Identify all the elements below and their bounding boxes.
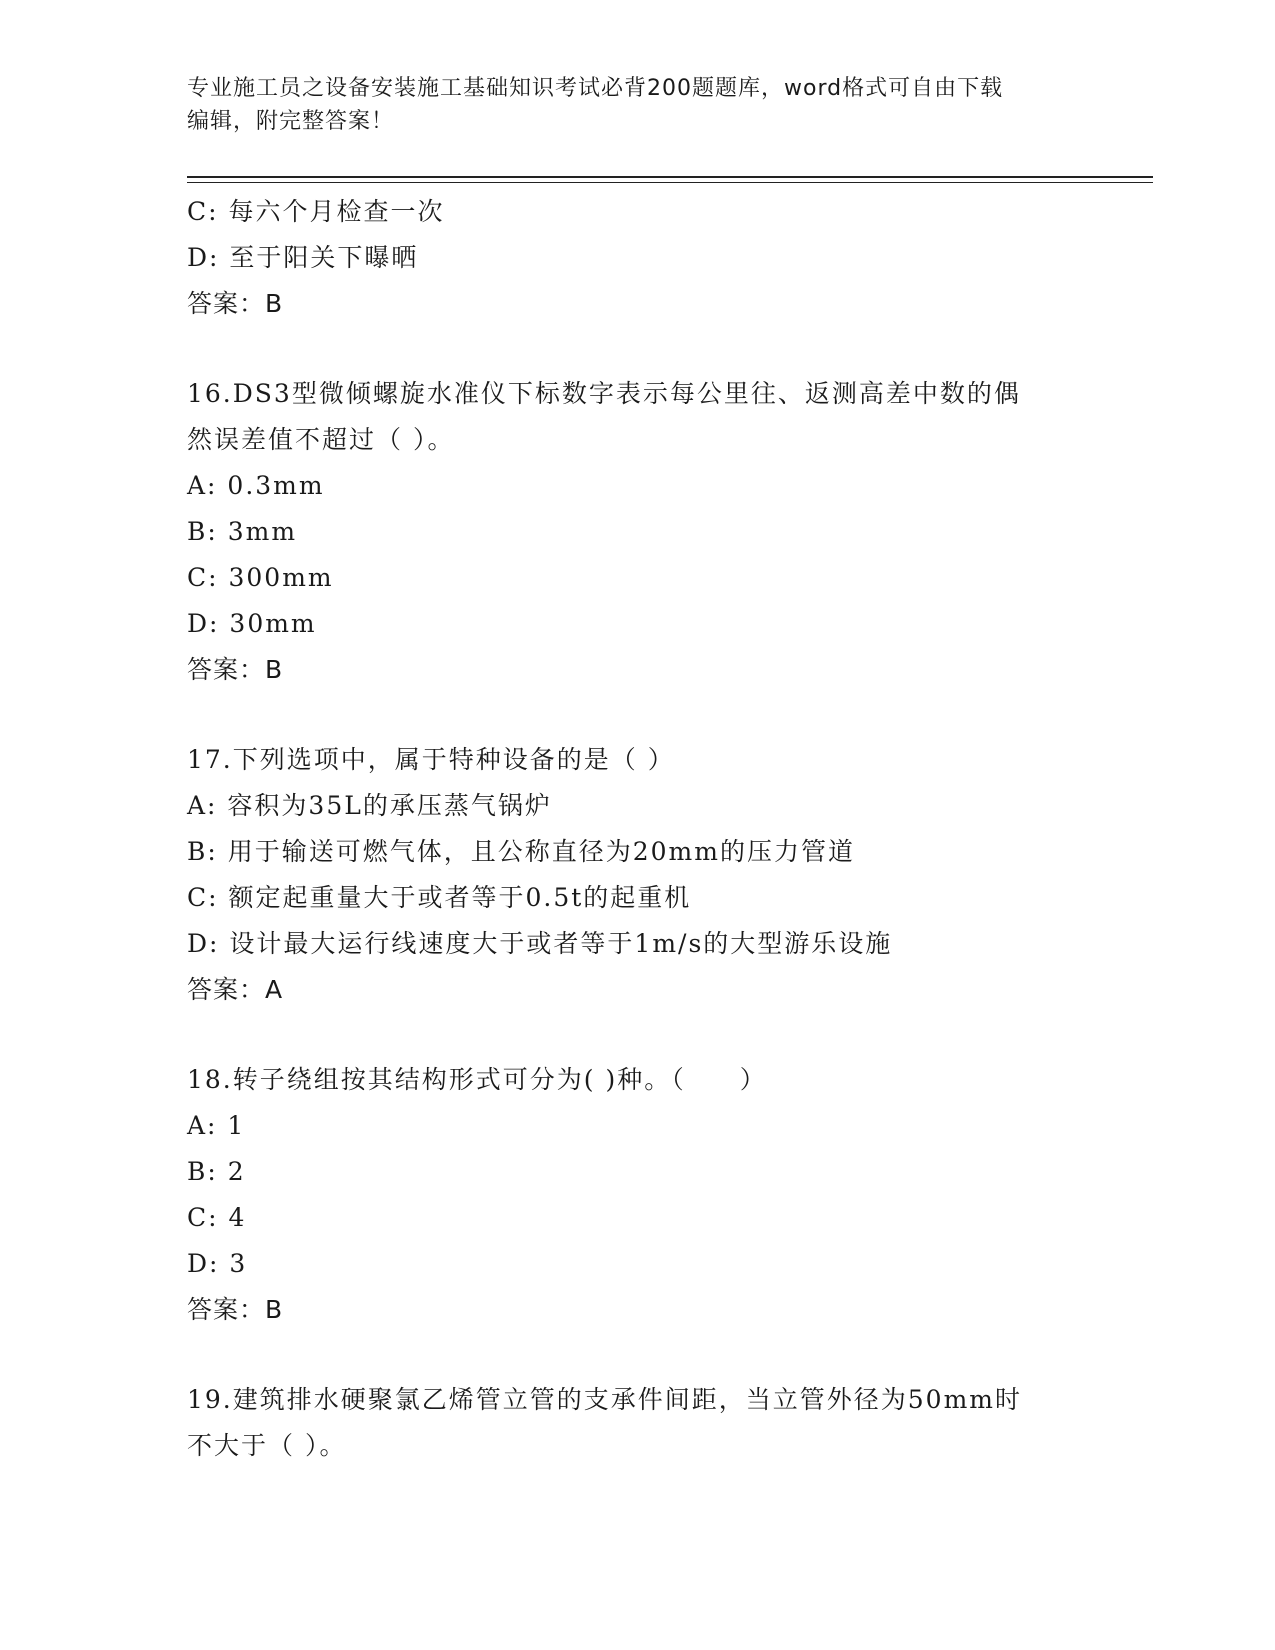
header-line-1: 专业施工员之设备安装施工基础知识考试必背200题题库，word格式可自由下载 [187,76,1004,101]
spacer [187,1013,1087,1057]
header-divider-thick [187,176,1153,178]
option-a: A: 0.3mm [187,471,325,500]
spacer [187,1333,1087,1377]
option-d: D: 至于阳关下曝晒 [187,243,419,272]
question-stem-continued: 然误差值不超过（ ）。 [187,425,455,454]
option-b: B: 3mm [187,517,298,546]
answer-line: 答案：B [187,655,284,684]
spacer [187,327,1087,371]
option-c: C: 每六个月检查一次 [187,197,445,226]
question-19 [187,1377,1087,1469]
header-line-2: 编辑，附完整答案！ [187,109,395,134]
question-stem-continued: 不大于（ ）。 [187,1431,347,1460]
spacer [187,693,1087,737]
document-header [187,72,1067,138]
option-d: D: 30mm [187,609,317,638]
option-c: C: 300mm [187,563,334,592]
option-b: B: 用于输送可燃气体，且公称直径为20mm的压力管道 [187,837,855,866]
option-d: D: 3 [187,1249,248,1278]
question-17 [187,737,1087,1013]
option-d: D: 设计最大运行线速度大于或者等于1m/s的大型游乐设施 [187,929,893,958]
question-stem: 17.下列选项中，属于特种设备的是（ ） [187,745,675,774]
header-divider-thin [187,182,1153,183]
option-a: A: 1 [187,1111,246,1140]
question-18 [187,1057,1087,1333]
question-stem: 16.DS3型微倾螺旋水准仪下标数字表示每公里往、返测高差中数的偶 [187,379,1021,408]
question-16 [187,371,1087,693]
answer-line: 答案：A [187,975,284,1004]
option-b: B: 2 [187,1157,246,1186]
option-a: A: 容积为35L的承压蒸气锅炉 [187,791,552,820]
question-15-tail [187,189,1087,327]
answer-line: 答案：B [187,1295,284,1324]
option-c: C: 额定起重量大于或者等于0.5t的起重机 [187,883,692,912]
option-c: C: 4 [187,1203,247,1232]
question-stem: 19.建筑排水硬聚氯乙烯管立管的支承件间距，当立管外径为50mm时 [187,1385,1022,1414]
question-list [187,189,1087,1469]
question-stem: 18.转子绕组按其结构形式可分为( )种。（ ） [187,1065,767,1094]
answer-line: 答案：B [187,289,284,318]
